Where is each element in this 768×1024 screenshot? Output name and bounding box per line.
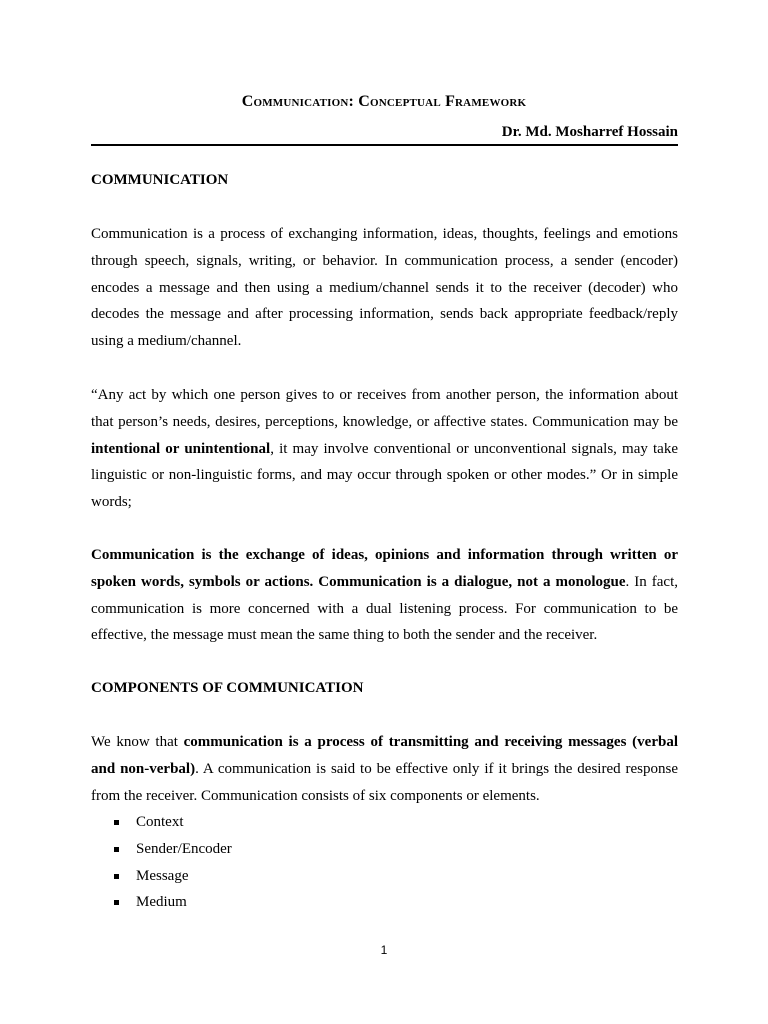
paragraph-components xyxy=(91,729,678,809)
square-bullet-icon xyxy=(114,847,119,852)
section-heading-components: COMPONENTS OF COMMUNICATION xyxy=(91,680,364,696)
paragraph-summary xyxy=(91,542,678,649)
list-item: Medium xyxy=(91,889,232,916)
document-title: Communication: Conceptual Framework xyxy=(241,93,527,110)
quote-text-start: “Any act by which one person gives to or receives from another person, the information about that person’s needs, desires, perceptions, knowledge, or affective states. Communication may be xyxy=(91,387,678,430)
quote-bold-phrase: intentional or unintentional xyxy=(91,440,271,457)
paragraph-quote xyxy=(91,382,678,516)
list-item: Message xyxy=(91,863,232,890)
square-bullet-icon xyxy=(114,900,119,905)
square-bullet-icon xyxy=(114,820,119,825)
components-list xyxy=(91,809,232,916)
paragraph-definition: Communication is a process of exchanging information, ideas, thoughts, feelings and emotions through speech, signals, writing, or behavior. In communication process, a sender (encoder) encodes a message and then using a medium/channel sends it to the receiver (decoder) who decodes the message and after processing information, sends back appropriate feedback/reply using a medium/channel. xyxy=(91,226,678,350)
author-name: Dr. Md. Mosharref Hossain xyxy=(501,124,678,140)
title-divider xyxy=(91,144,678,146)
list-item: Sender/Encoder xyxy=(91,836,232,863)
quote-text-end: , it may involve conventional or unconventional signals, may take linguistic or non-linguistic forms, and may occur through spoken or other modes.” Or in simple words; xyxy=(91,440,678,511)
components-bold-phrase: communication is a process of transmitting and receiving messages (verbal and non-verbal) xyxy=(91,734,678,777)
components-text-start: We know that xyxy=(91,734,184,750)
summary-text: . In fact, communication is more concerned with a dual listening process. For communication to be effective, the message must mean the same thing to both the sender and the receiver. xyxy=(91,573,678,644)
section-heading-communication: COMMUNICATION xyxy=(91,172,229,188)
page-number: 1 xyxy=(380,943,388,957)
components-text-end: . A communication is said to be effective only if it brings the desired response from the receiver. Communication consists of six components or elements. xyxy=(91,760,678,804)
list-item: Context xyxy=(91,809,232,836)
square-bullet-icon xyxy=(114,874,119,879)
summary-bold-text: Communication is the exchange of ideas, opinions and information through written or spoken words, symbols or actions. Communication is a dialogue, not a monologue xyxy=(91,547,678,590)
